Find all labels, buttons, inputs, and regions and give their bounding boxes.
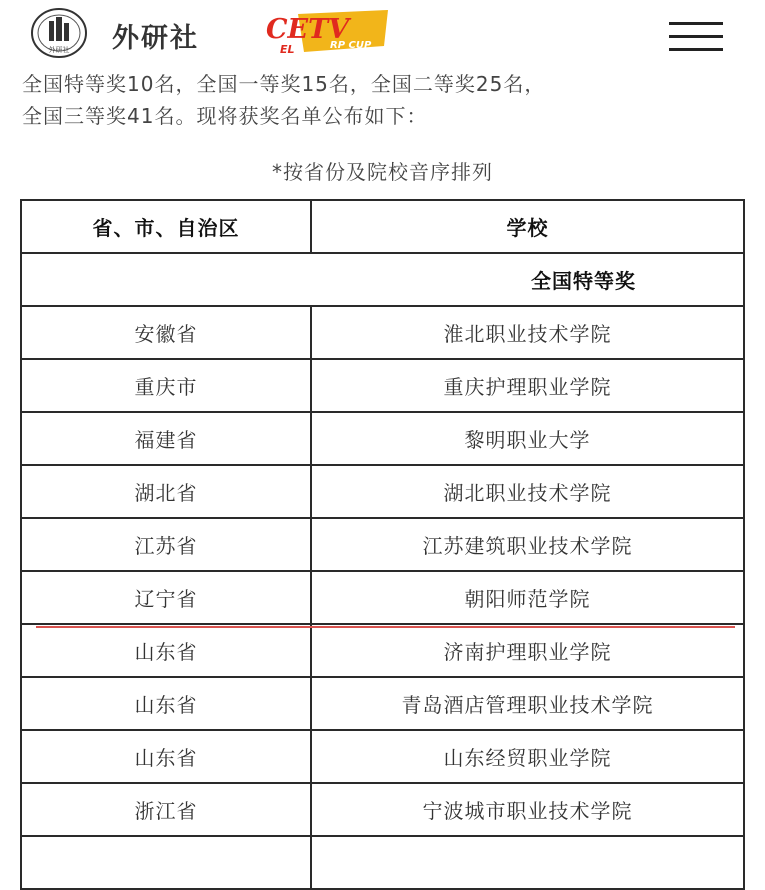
svg-text:外研社: 外研社 <box>48 46 70 54</box>
cetv-cup-logo[interactable] <box>264 8 392 58</box>
province-cell: 安徽省 <box>21 306 311 359</box>
province-column-header: 省、市、自治区 <box>21 200 311 253</box>
category-title: 全国特等奖 <box>21 253 744 306</box>
publisher-seal-logo[interactable] <box>30 7 88 59</box>
province-cell: 山东省 <box>21 730 311 783</box>
school-cell: 湖北职业技术学院 <box>311 465 744 518</box>
menu-bar-line <box>669 48 723 51</box>
menu-bar-line <box>669 35 723 38</box>
school-cell: 青岛酒店管理职业技术学院 <box>311 677 744 730</box>
school-cell: 重庆护理职业学院 <box>311 359 744 412</box>
table-row <box>21 677 744 730</box>
province-cell: 辽宁省 <box>21 571 311 624</box>
svg-text:EL: EL <box>280 43 295 56</box>
school-cell: 江苏建筑职业技术学院 <box>311 518 744 571</box>
table-row <box>21 412 744 465</box>
top-bar <box>0 0 765 66</box>
table-row <box>21 306 744 359</box>
school-cell: 山东经贸职业学院 <box>311 730 744 783</box>
school-column-header: 学校 <box>311 200 744 253</box>
school-cell <box>311 836 744 889</box>
category-row <box>21 253 744 306</box>
intro-line: 全国特等奖10名，全国一等奖15名，全国二等奖25名， <box>22 72 546 96</box>
table-row <box>21 624 744 677</box>
svg-text:CETV: CETV <box>266 14 350 45</box>
table-row <box>21 730 744 783</box>
intro-line: 全国三等奖41名。现将获奖名单公布如下： <box>22 104 428 128</box>
hamburger-menu-icon[interactable] <box>669 22 723 52</box>
province-cell: 山东省 <box>21 677 311 730</box>
table-row <box>21 571 744 624</box>
table-row <box>21 836 744 889</box>
school-cell: 济南护理职业学院 <box>311 624 744 677</box>
table-row <box>21 359 744 412</box>
menu-bar-line <box>669 22 723 25</box>
school-cell: 淮北职业技术学院 <box>311 306 744 359</box>
svg-text:RP CUP: RP CUP <box>330 40 372 51</box>
table-row <box>21 465 744 518</box>
province-cell: 重庆市 <box>21 359 311 412</box>
school-cell: 朝阳师范学院 <box>311 571 744 624</box>
school-cell: 宁波城市职业技术学院 <box>311 783 744 836</box>
province-cell: 江苏省 <box>21 518 311 571</box>
red-divider-line <box>36 626 735 628</box>
intro-paragraph <box>22 68 752 132</box>
award-table <box>20 199 745 890</box>
sort-note: *按省份及院校音序排列 <box>272 160 493 184</box>
province-cell: 山东省 <box>21 624 311 677</box>
province-cell: 福建省 <box>21 412 311 465</box>
school-cell: 黎明职业大学 <box>311 412 744 465</box>
table-row <box>21 518 744 571</box>
province-cell <box>21 836 311 889</box>
table-row <box>21 783 744 836</box>
province-cell: 浙江省 <box>21 783 311 836</box>
province-cell: 湖北省 <box>21 465 311 518</box>
publisher-name: 外研社 <box>112 23 199 54</box>
table-header-row <box>21 200 744 253</box>
